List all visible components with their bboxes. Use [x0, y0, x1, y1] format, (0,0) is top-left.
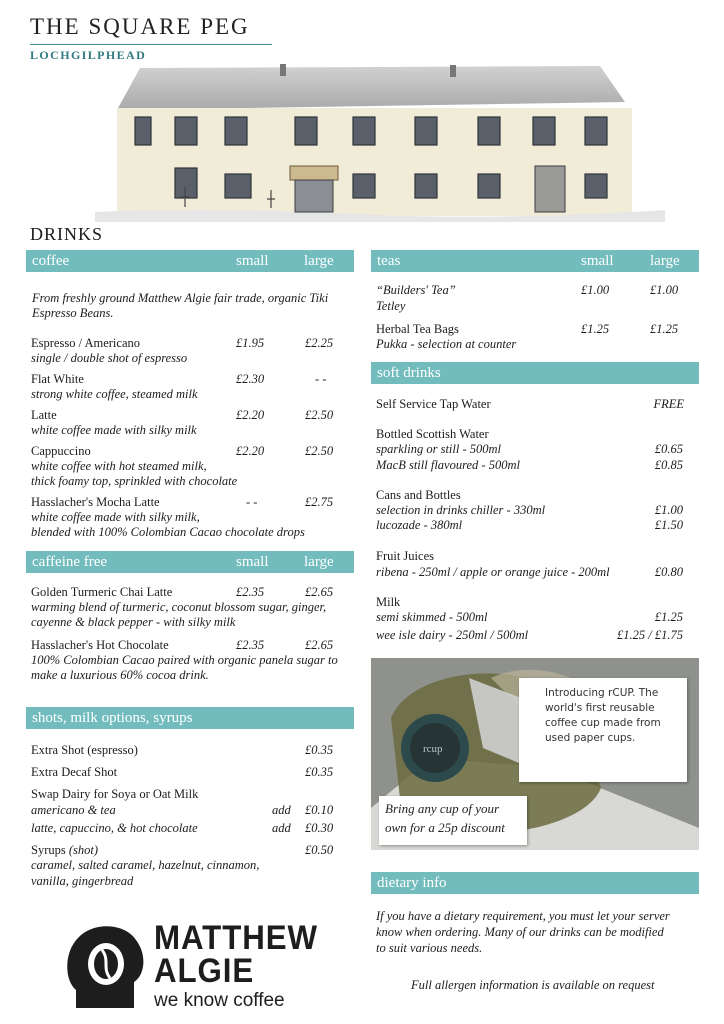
coffee-item-small-price: - - [246, 495, 258, 509]
syrups-desc: vanilla, gingerbread [31, 874, 134, 888]
swap-dairy-line-price: £0.10 [305, 803, 334, 817]
logo-tagline: we know coffee [154, 990, 285, 1011]
soft-drink-line-label: lucozade - 380ml [376, 518, 463, 532]
soft-drink-group-name: Fruit Juices [376, 549, 434, 563]
soft-drink-line-label: MacB still flavoured - 500ml [376, 458, 520, 472]
dietary-text-line: If you have a dietary requirement, you must let your server [376, 909, 670, 923]
extra-decaf-name: Extra Decaf Shot [31, 765, 118, 779]
extra-shot-price: £0.35 [305, 743, 334, 757]
soft-drink-line-label: sparkling or still - 500ml [376, 442, 502, 456]
coffee-header-bar [26, 250, 354, 272]
coffee-large-label: large [304, 253, 334, 269]
syrups-desc: caramel, salted caramel, hazelnut, cinnamon, [31, 858, 260, 872]
tea-item-small-price: £1.25 [581, 322, 610, 336]
tap-water-name: Self Service Tap Water [376, 397, 491, 411]
soft-drink-line-price: £0.80 [654, 565, 683, 579]
soft-drink-line-price: £0.85 [654, 458, 683, 472]
syrups-price: £0.50 [305, 843, 334, 857]
caffeine-free-item-desc: make a luxurious 60% cocoa drink. [31, 668, 209, 682]
tea-item-desc: Pukka - selection at counter [376, 337, 517, 351]
soft-drink-group-name: Milk [376, 595, 401, 609]
caffeine-free-header-label: caffeine free [32, 554, 108, 570]
shots-header-label: shots, milk options, syrups [32, 710, 193, 726]
rcup-card-line: coffee cup made from [545, 717, 661, 729]
coffee-item-name: Flat White [31, 372, 84, 386]
logo-line-1: MATTHEW [154, 919, 318, 957]
caffeine-free-item-small-price: £2.35 [236, 585, 265, 599]
caffeine-free-item-large-price: £2.65 [305, 585, 334, 599]
syrups-label: Syrups [31, 843, 66, 857]
coffee-intro-line-1: From freshly ground Matthew Algie fair trade, organic Tiki [32, 291, 329, 305]
rcup-cup-mark: rcup [423, 743, 443, 755]
soft-drink-line-label: semi skimmed - 500ml [376, 610, 488, 624]
teas-small-label: small [581, 253, 614, 269]
discount-line: own for a 25p discount [385, 820, 505, 835]
rcup-card-line: used paper cups. [545, 732, 636, 744]
coffee-item-desc: blended with 100% Colombian Cacao chocolate drops [31, 525, 305, 539]
coffee-item-desc: thick foamy top, sprinkled with chocolate [31, 474, 238, 488]
syrups-shot-note: (shot) [68, 843, 99, 857]
tea-item-desc: Tetley [376, 299, 406, 313]
tea-item-name: “Builders' Tea” [376, 283, 456, 297]
brand-rule [30, 44, 272, 45]
swap-dairy-line-add: add [272, 821, 291, 835]
soft-drinks-header-bar [371, 362, 699, 384]
teas-large-label: large [650, 253, 680, 269]
tea-item-name: Herbal Tea Bags [376, 322, 459, 336]
swap-dairy-line-label: latte, capuccino, & hot chocolate [31, 821, 198, 835]
syrups-name [31, 843, 98, 858]
allergen-note: Full allergen information is available on request [411, 978, 655, 992]
soft-drink-group-name: Cans and Bottles [376, 488, 461, 502]
soft-drink-line-label: ribena - 250ml / apple or orange juice - 200ml [376, 565, 610, 579]
caffeine-free-small-label: small [236, 554, 269, 570]
coffee-item-large-price: - - [315, 372, 327, 386]
matthew-algie-head-logo-icon [64, 920, 148, 1010]
swap-dairy-line-label: americano & tea [31, 803, 116, 817]
cup-discount-card [379, 796, 527, 845]
coffee-item-desc: single / double shot of espresso [31, 351, 188, 365]
rcup-card-line: world's first reusable [545, 702, 655, 714]
coffee-item-small-price: £2.20 [236, 408, 265, 422]
soft-drink-line-price: £1.50 [654, 518, 683, 532]
tap-water-price: FREE [653, 397, 684, 411]
brand-location: LOCHGILPHEAD [30, 48, 147, 62]
soft-drink-line-price: £1.25 / £1.75 [617, 628, 683, 642]
extra-shot-name: Extra Shot (espresso) [31, 743, 138, 757]
brand-title: THE SQUARE PEG [30, 14, 250, 39]
caffeine-free-item-desc: cayenne & black pepper - with silky milk [31, 615, 236, 629]
rcup-card-line: Introducing rCUP. The [545, 687, 659, 699]
coffee-item-large-price: £2.25 [305, 336, 334, 350]
swap-dairy-name: Swap Dairy for Soya or Oat Milk [31, 787, 199, 801]
tea-item-large-price: £1.25 [650, 322, 679, 336]
tea-item-large-price: £1.00 [650, 283, 679, 297]
teas-header-bar [371, 250, 699, 272]
coffee-intro-line-2: Espresso Beans. [32, 306, 114, 320]
rcup-promo-photo [371, 658, 699, 850]
coffee-item-small-price: £2.20 [236, 444, 265, 458]
dietary-text-line: know when ordering. Many of our drinks can be modified [376, 925, 664, 939]
coffee-item-small-price: £2.30 [236, 372, 265, 386]
tea-item-small-price: £1.00 [581, 283, 610, 297]
coffee-item-desc: strong white coffee, steamed milk [31, 387, 198, 401]
caffeine-free-item-desc: warming blend of turmeric, coconut blossom sugar, ginger, [31, 600, 327, 614]
caffeine-free-item-name: Golden Turmeric Chai Latte [31, 585, 173, 599]
rcup-info-card [519, 678, 687, 782]
caffeine-free-item-small-price: £2.35 [236, 638, 265, 652]
coffee-item-large-price: £2.50 [305, 444, 334, 458]
swap-dairy-line-add: add [272, 803, 291, 817]
soft-drink-group-name: Bottled Scottish Water [376, 427, 489, 441]
coffee-item-small-price: £1.95 [236, 336, 265, 350]
soft-drink-line-label: selection in drinks chiller - 330ml [376, 503, 546, 517]
coffee-item-name: Latte [31, 408, 57, 422]
caffeine-free-header-bar [26, 551, 354, 573]
coffee-small-label: small [236, 253, 269, 269]
coffee-item-desc: white coffee made with silky milk, [31, 510, 200, 524]
coffee-item-large-price: £2.50 [305, 408, 334, 422]
soft-drinks-header-label: soft drinks [377, 365, 441, 381]
coffee-item-name: Espresso / Americano [31, 336, 141, 350]
drinks-heading: DRINKS [30, 224, 104, 244]
coffee-item-name: Cappuccino [31, 444, 91, 458]
caffeine-free-item-large-price: £2.65 [305, 638, 334, 652]
caffeine-free-large-label: large [304, 554, 334, 570]
dietary-header-bar [371, 872, 699, 894]
coffee-item-large-price: £2.75 [305, 495, 334, 509]
soft-drink-line-price: £1.25 [654, 610, 683, 624]
dietary-header-label: dietary info [377, 875, 447, 891]
extra-decaf-price: £0.35 [305, 765, 334, 779]
logo-line-2: ALGIE [154, 952, 255, 990]
discount-line: Bring any cup of your [385, 801, 500, 816]
caffeine-free-item-desc: 100% Colombian Cacao paired with organic panela sugar to [31, 653, 338, 667]
coffee-item-name: Hasslacher's Mocha Latte [31, 495, 160, 509]
teas-header-label: teas [377, 253, 401, 269]
shots-header-bar [26, 707, 354, 729]
coffee-header-label: coffee [32, 253, 70, 269]
soft-drink-line-price: £1.00 [654, 503, 683, 517]
matthew-algie-wordmark [154, 919, 318, 990]
coffee-item-desc: white coffee with hot steamed milk, [31, 459, 207, 473]
dietary-text-line: to suit various needs. [376, 941, 483, 955]
swap-dairy-line-price: £0.30 [305, 821, 334, 835]
soft-drink-line-price: £0.65 [654, 442, 683, 456]
soft-drink-line-label: wee isle dairy - 250ml / 500ml [376, 628, 529, 642]
coffee-item-desc: white coffee made with silky milk [31, 423, 197, 437]
caffeine-free-item-name: Hasslacher's Hot Chocolate [31, 638, 169, 652]
building-sketch-illustration [95, 62, 665, 222]
